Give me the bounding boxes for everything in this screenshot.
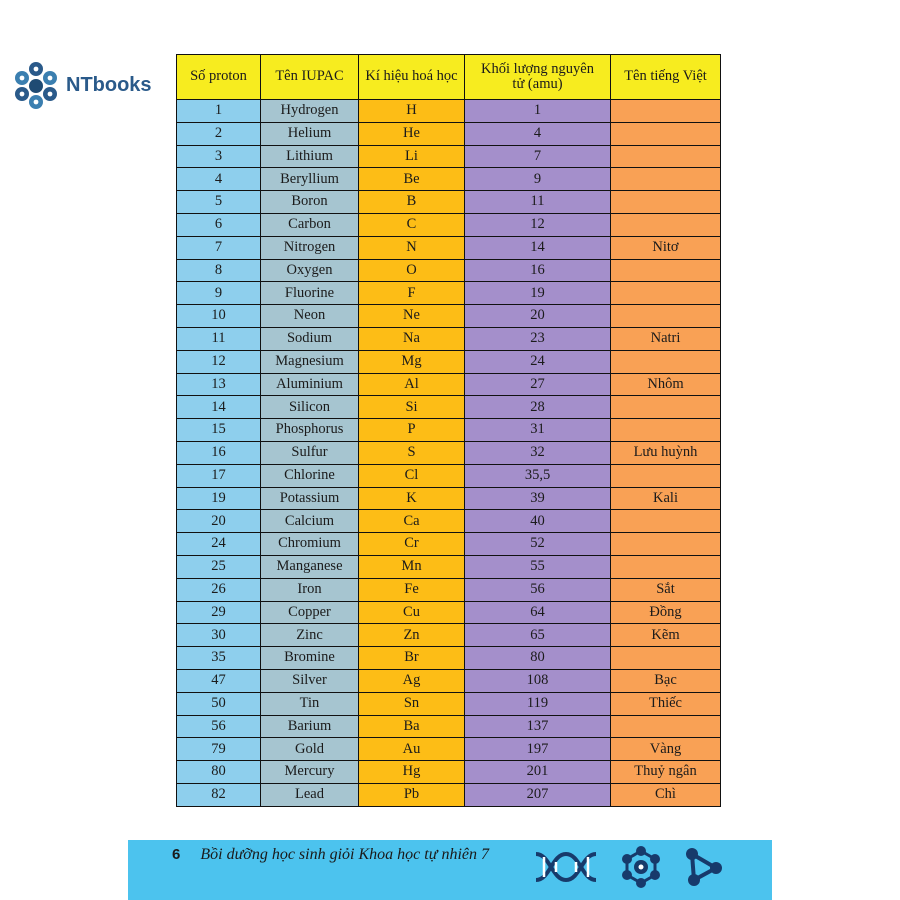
cell-symbol: Ca <box>359 510 465 533</box>
cell-proton: 19 <box>177 487 261 510</box>
table-row <box>177 738 721 761</box>
cell-iupac: Oxygen <box>261 259 359 282</box>
table-row <box>177 122 721 145</box>
cell-mass: 56 <box>465 578 611 601</box>
cell-iupac: Sodium <box>261 327 359 350</box>
cell-mass: 52 <box>465 533 611 556</box>
table-row <box>177 327 721 350</box>
cell-symbol: Li <box>359 145 465 168</box>
table-row <box>177 282 721 305</box>
cell-symbol: F <box>359 282 465 305</box>
header-vietnamese: Tên tiếng Việt <box>611 55 721 100</box>
table-row <box>177 601 721 624</box>
cell-proton: 3 <box>177 145 261 168</box>
table-row <box>177 533 721 556</box>
table-row <box>177 624 721 647</box>
cell-vietnamese <box>611 464 721 487</box>
cell-vietnamese: Nhôm <box>611 373 721 396</box>
cell-symbol: Cl <box>359 464 465 487</box>
cell-symbol: P <box>359 419 465 442</box>
cell-symbol: Mn <box>359 555 465 578</box>
cell-mass: 7 <box>465 145 611 168</box>
cell-vietnamese <box>611 122 721 145</box>
table-row <box>177 145 721 168</box>
cell-mass: 11 <box>465 191 611 214</box>
cell-mass: 39 <box>465 487 611 510</box>
cell-vietnamese <box>611 555 721 578</box>
cell-proton: 24 <box>177 533 261 556</box>
cell-iupac: Neon <box>261 305 359 328</box>
cell-proton: 15 <box>177 419 261 442</box>
cell-proton: 30 <box>177 624 261 647</box>
table-row <box>177 236 721 259</box>
table-row <box>177 213 721 236</box>
table-row <box>177 441 721 464</box>
table-row <box>177 783 721 806</box>
cell-symbol: S <box>359 441 465 464</box>
table-row <box>177 396 721 419</box>
cell-vietnamese: Chì <box>611 783 721 806</box>
cell-mass: 197 <box>465 738 611 761</box>
cell-proton: 11 <box>177 327 261 350</box>
cell-mass: 16 <box>465 259 611 282</box>
table-row <box>177 168 721 191</box>
cell-symbol: Hg <box>359 761 465 784</box>
cell-mass: 64 <box>465 601 611 624</box>
cell-proton: 13 <box>177 373 261 396</box>
cell-vietnamese <box>611 168 721 191</box>
cell-iupac: Helium <box>261 122 359 145</box>
cell-symbol: Na <box>359 327 465 350</box>
cell-symbol: O <box>359 259 465 282</box>
cell-iupac: Carbon <box>261 213 359 236</box>
cell-proton: 9 <box>177 282 261 305</box>
header-iupac: Tên IUPAC <box>261 55 359 100</box>
cell-symbol: N <box>359 236 465 259</box>
cell-vietnamese <box>611 100 721 123</box>
cell-symbol: Ne <box>359 305 465 328</box>
cell-proton: 1 <box>177 100 261 123</box>
bond-diagram-icon <box>684 846 724 888</box>
cell-mass: 80 <box>465 647 611 670</box>
book-title: Bồi dưỡng học sinh giỏi Khoa học tự nhiên 7 <box>200 846 489 863</box>
cell-proton: 56 <box>177 715 261 738</box>
cell-mass: 14 <box>465 236 611 259</box>
cell-mass: 24 <box>465 350 611 373</box>
cell-vietnamese <box>611 350 721 373</box>
cell-proton: 2 <box>177 122 261 145</box>
cell-symbol: Cu <box>359 601 465 624</box>
cell-symbol: Au <box>359 738 465 761</box>
cell-vietnamese <box>611 419 721 442</box>
table-row <box>177 373 721 396</box>
table-row <box>177 761 721 784</box>
page-number: 6 <box>172 846 181 863</box>
cell-proton: 26 <box>177 578 261 601</box>
cell-mass: 1 <box>465 100 611 123</box>
cell-iupac: Tin <box>261 692 359 715</box>
cell-mass: 137 <box>465 715 611 738</box>
cell-symbol: Zn <box>359 624 465 647</box>
brand-logo <box>12 60 152 110</box>
cell-vietnamese: Sắt <box>611 578 721 601</box>
table-row <box>177 555 721 578</box>
table-row <box>177 350 721 373</box>
cell-proton: 12 <box>177 350 261 373</box>
cell-iupac: Sulfur <box>261 441 359 464</box>
cell-vietnamese: Vàng <box>611 738 721 761</box>
page-footer <box>128 840 772 900</box>
cell-mass: 207 <box>465 783 611 806</box>
cell-symbol: Ba <box>359 715 465 738</box>
cell-symbol: Sn <box>359 692 465 715</box>
cell-mass: 19 <box>465 282 611 305</box>
cell-vietnamese <box>611 282 721 305</box>
cell-symbol: Br <box>359 647 465 670</box>
table-row <box>177 100 721 123</box>
cell-proton: 4 <box>177 168 261 191</box>
cell-symbol: Si <box>359 396 465 419</box>
brand-name: NTbooks <box>66 73 152 96</box>
cell-vietnamese <box>611 305 721 328</box>
cell-vietnamese: Lưu huỳnh <box>611 441 721 464</box>
cell-vietnamese <box>611 715 721 738</box>
cell-vietnamese: Nitơ <box>611 236 721 259</box>
cell-mass: 55 <box>465 555 611 578</box>
cell-vietnamese: Kẽm <box>611 624 721 647</box>
cell-vietnamese <box>611 647 721 670</box>
cell-proton: 79 <box>177 738 261 761</box>
cell-vietnamese: Thuỷ ngân <box>611 761 721 784</box>
table-row <box>177 715 721 738</box>
cell-mass: 4 <box>465 122 611 145</box>
cell-mass: 201 <box>465 761 611 784</box>
elements-table <box>176 54 721 807</box>
cell-iupac: Bromine <box>261 647 359 670</box>
cell-iupac: Fluorine <box>261 282 359 305</box>
cell-proton: 80 <box>177 761 261 784</box>
cell-symbol: H <box>359 100 465 123</box>
cell-iupac: Barium <box>261 715 359 738</box>
cell-vietnamese: Bạc <box>611 669 721 692</box>
cell-symbol: Ag <box>359 669 465 692</box>
table-header-row <box>177 55 721 100</box>
cell-iupac: Silicon <box>261 396 359 419</box>
cell-iupac: Magnesium <box>261 350 359 373</box>
cell-vietnamese: Thiếc <box>611 692 721 715</box>
cell-iupac: Manganese <box>261 555 359 578</box>
table-body <box>177 100 721 807</box>
dna-icon <box>534 846 598 888</box>
cell-symbol: Cr <box>359 533 465 556</box>
cell-proton: 8 <box>177 259 261 282</box>
cell-proton: 82 <box>177 783 261 806</box>
cell-vietnamese <box>611 259 721 282</box>
cell-proton: 20 <box>177 510 261 533</box>
cell-iupac: Copper <box>261 601 359 624</box>
table-row <box>177 191 721 214</box>
cell-vietnamese <box>611 510 721 533</box>
cell-mass: 27 <box>465 373 611 396</box>
table-row <box>177 510 721 533</box>
cell-vietnamese <box>611 213 721 236</box>
cell-iupac: Chromium <box>261 533 359 556</box>
table-row <box>177 259 721 282</box>
table-row <box>177 419 721 442</box>
cell-mass: 32 <box>465 441 611 464</box>
table-row <box>177 578 721 601</box>
cell-iupac: Lead <box>261 783 359 806</box>
cell-vietnamese <box>611 396 721 419</box>
cell-iupac: Aluminium <box>261 373 359 396</box>
cell-proton: 50 <box>177 692 261 715</box>
cell-proton: 29 <box>177 601 261 624</box>
cell-vietnamese <box>611 533 721 556</box>
cell-proton: 16 <box>177 441 261 464</box>
cell-symbol: Pb <box>359 783 465 806</box>
cell-mass: 65 <box>465 624 611 647</box>
footer-icons <box>534 846 724 888</box>
cell-proton: 17 <box>177 464 261 487</box>
cell-mass: 9 <box>465 168 611 191</box>
cell-vietnamese <box>611 145 721 168</box>
cell-iupac: Potassium <box>261 487 359 510</box>
cell-iupac: Beryllium <box>261 168 359 191</box>
cell-mass: 31 <box>465 419 611 442</box>
cell-symbol: C <box>359 213 465 236</box>
cell-iupac: Boron <box>261 191 359 214</box>
header-symbol: Kí hiệu hoá học <box>359 55 465 100</box>
cell-vietnamese: Natri <box>611 327 721 350</box>
cell-mass: 119 <box>465 692 611 715</box>
header-mass: Khối lượng nguyên tử (amu) <box>465 55 611 100</box>
cell-mass: 12 <box>465 213 611 236</box>
cell-proton: 7 <box>177 236 261 259</box>
cell-iupac: Gold <box>261 738 359 761</box>
cell-mass: 20 <box>465 305 611 328</box>
cell-proton: 14 <box>177 396 261 419</box>
cell-symbol: Fe <box>359 578 465 601</box>
cell-iupac: Phosphorus <box>261 419 359 442</box>
cell-vietnamese: Đồng <box>611 601 721 624</box>
cell-mass: 40 <box>465 510 611 533</box>
cell-proton: 35 <box>177 647 261 670</box>
header-proton: Số proton <box>177 55 261 100</box>
cell-symbol: Mg <box>359 350 465 373</box>
cell-iupac: Hydrogen <box>261 100 359 123</box>
cell-mass: 28 <box>465 396 611 419</box>
table-row <box>177 647 721 670</box>
cell-iupac: Zinc <box>261 624 359 647</box>
cell-symbol: Be <box>359 168 465 191</box>
cell-vietnamese <box>611 191 721 214</box>
cell-proton: 25 <box>177 555 261 578</box>
cell-iupac: Chlorine <box>261 464 359 487</box>
table-row <box>177 669 721 692</box>
molecule-logo-icon <box>12 60 60 110</box>
cell-proton: 10 <box>177 305 261 328</box>
cell-proton: 5 <box>177 191 261 214</box>
cell-symbol: B <box>359 191 465 214</box>
cell-iupac: Silver <box>261 669 359 692</box>
cell-iupac: Lithium <box>261 145 359 168</box>
cell-mass: 35,5 <box>465 464 611 487</box>
cell-iupac: Mercury <box>261 761 359 784</box>
table-row <box>177 305 721 328</box>
cell-iupac: Nitrogen <box>261 236 359 259</box>
cell-iupac: Iron <box>261 578 359 601</box>
cell-proton: 6 <box>177 213 261 236</box>
table-row <box>177 487 721 510</box>
cell-vietnamese: Kali <box>611 487 721 510</box>
cell-mass: 23 <box>465 327 611 350</box>
cell-proton: 47 <box>177 669 261 692</box>
cell-symbol: K <box>359 487 465 510</box>
table-row <box>177 692 721 715</box>
molecule-icon <box>620 846 662 888</box>
cell-mass: 108 <box>465 669 611 692</box>
cell-symbol: Al <box>359 373 465 396</box>
cell-symbol: He <box>359 122 465 145</box>
cell-iupac: Calcium <box>261 510 359 533</box>
table-row <box>177 464 721 487</box>
